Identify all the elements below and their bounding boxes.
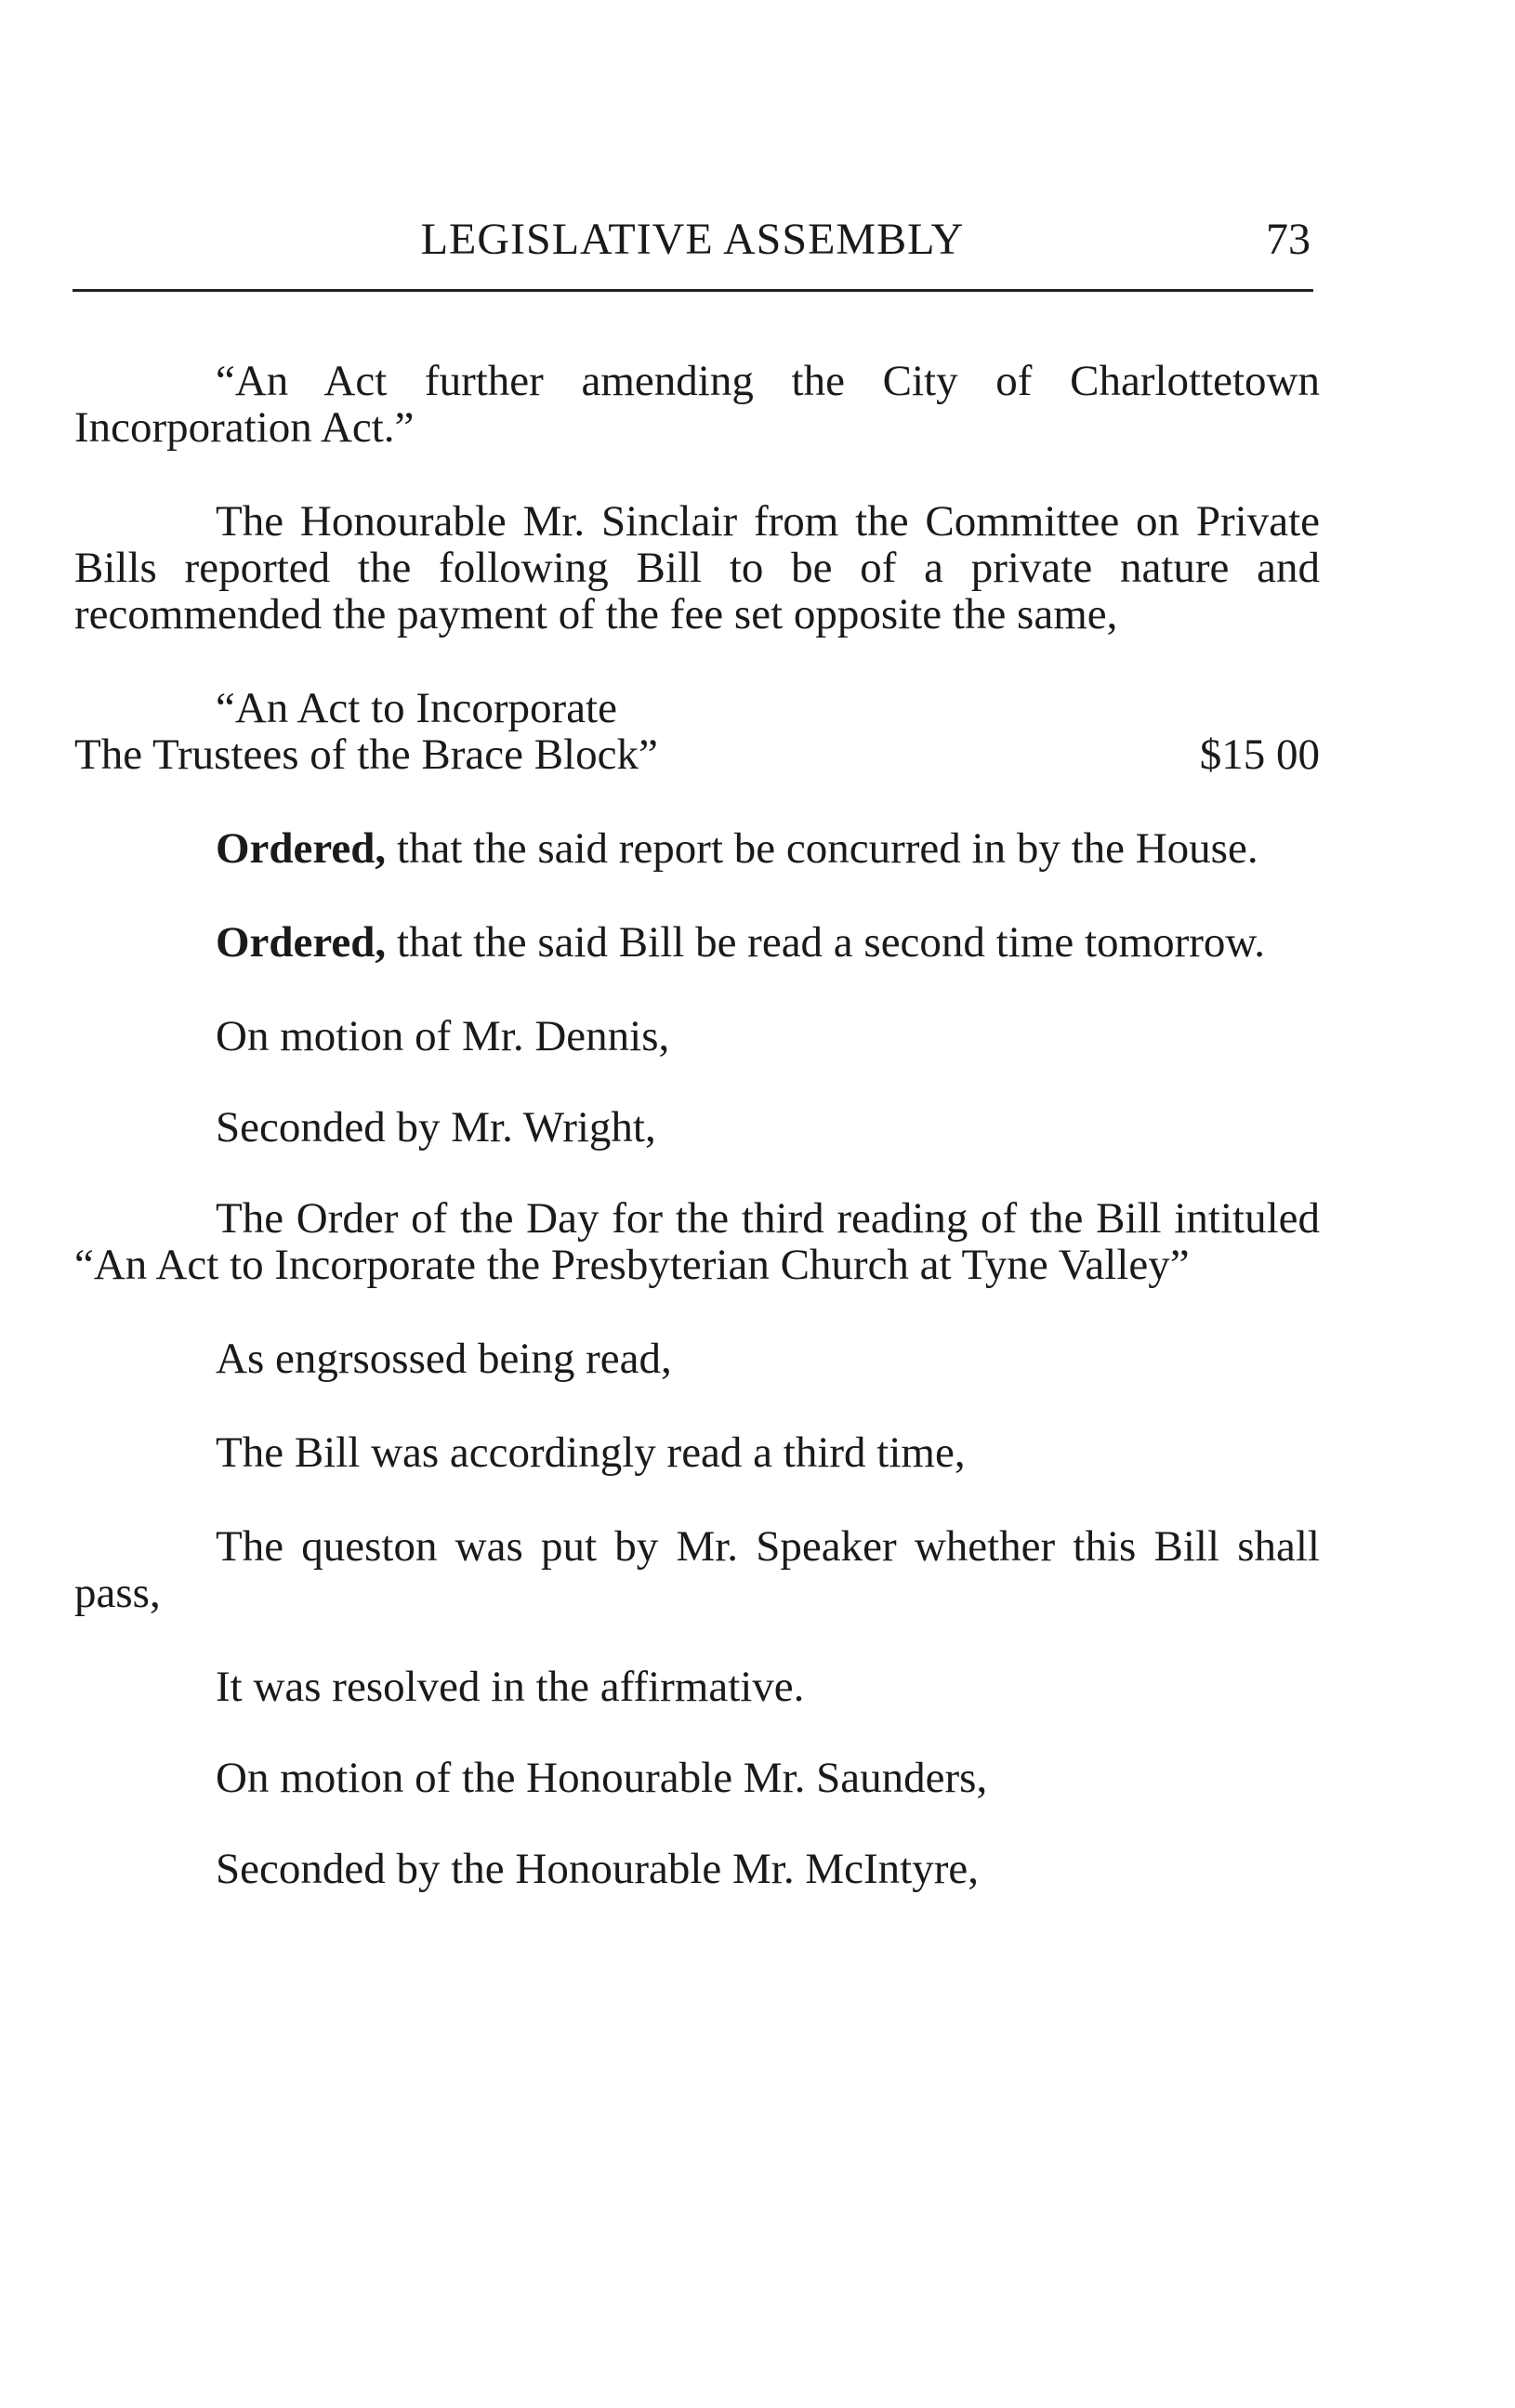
- bill-fee: $15 00: [1199, 730, 1320, 779]
- ordered-text: that the said report be concurred in by the House.: [386, 824, 1258, 873]
- order-of-day-paragraph: The Order of the Day for the third reading of the Bill intituled “An Act to Incorporate the Presbyterian Church at Tyne Valley”: [74, 1194, 1320, 1289]
- ordered-label: Ordered,: [216, 918, 387, 967]
- ordered-label: Ordered,: [216, 824, 387, 873]
- act-title-paragraph: “An Act further amending the City of Charlottetown Incorporation Act.”: [74, 357, 1320, 452]
- committee-report-paragraph: The Honourable Mr. Sinclair from the Committee on Private Bills reported the following Bill to be of a private nature and recommended the payment of the fee set opposite the same,: [74, 497, 1320, 638]
- document-body: [74, 358, 1320, 1937]
- page-header: [74, 214, 1311, 279]
- ordered-text: that the said Bill be read a second time tomorrow.: [386, 918, 1266, 967]
- bill-title-line-1: “An Act to Incorporate: [216, 684, 617, 732]
- running-title: LEGISLATIVE ASSEMBLY: [420, 215, 965, 264]
- third-reading-paragraph: The Bill was accordingly read a third time,: [216, 1428, 966, 1477]
- bill-title-line-2: The Trustees of the Brace Block”: [74, 730, 658, 779]
- bill-fee-row: [74, 731, 1320, 778]
- order-concur-paragraph: [74, 825, 1320, 872]
- question-paragraph: The queston was put by Mr. Speaker whether this Bill shall pass,: [74, 1522, 1320, 1617]
- engrossed-paragraph: As engrsossed being read,: [216, 1335, 672, 1383]
- bill-fee-entry: [74, 685, 1320, 778]
- order-second-reading-paragraph: [74, 919, 1320, 966]
- page-number: 73: [1266, 215, 1311, 264]
- resolved-paragraph: It was resolved in the affirmative.: [216, 1663, 805, 1711]
- seconded-paragraph: Seconded by the Honourable Mr. McIntyre,: [216, 1845, 979, 1893]
- seconded-paragraph: Seconded by Mr. Wright,: [216, 1103, 656, 1151]
- motion-paragraph: On motion of the Honourable Mr. Saunders,: [216, 1754, 988, 1802]
- header-rule: [72, 289, 1313, 292]
- motion-paragraph: On motion of Mr. Dennis,: [216, 1012, 670, 1060]
